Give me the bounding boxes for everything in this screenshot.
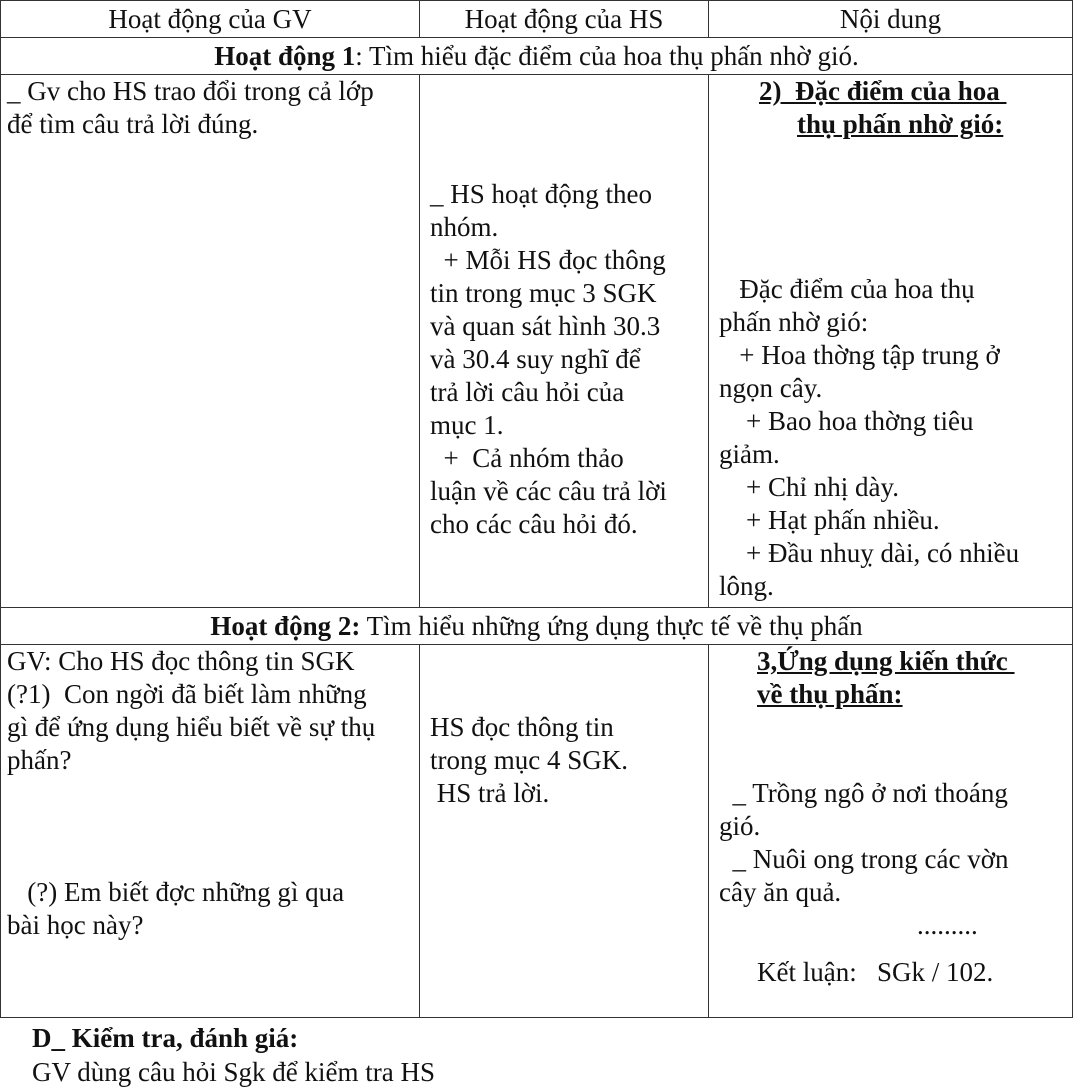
activity1-title <box>1 38 1073 75</box>
header-hs: Hoạt động của HS <box>420 1 709 38</box>
header-content: Nội dung <box>709 1 1073 38</box>
activity1-hs-cell <box>420 75 709 608</box>
a2-gv-line: gì để ứng dụng hiểu biết về sự thụ <box>7 712 376 742</box>
a2-hs-line: HS đọc thông tin <box>430 712 614 742</box>
activity2-label: Hoạt động 2: <box>210 611 361 641</box>
activity2-text: Tìm hiểu những ứng dụng thực tế về thụ phấn <box>360 611 863 641</box>
a2-content-line: cây ăn quả. <box>719 877 842 907</box>
a1-hs-line: + Mỗi HS đọc thông <box>430 245 666 275</box>
a2-content-line: _ Trồng ngô ở nơi thoáng <box>719 778 1008 808</box>
a1-content-line: + Hoa thờng tập trung ở <box>719 340 1000 370</box>
a2-hs-line: trong mục 4 SGK. <box>430 745 628 775</box>
activity2-content-cell <box>709 645 1073 1018</box>
a1-hs-line: trả lời câu hỏi của <box>430 377 625 407</box>
a1-hs-line: nhóm. <box>430 212 499 242</box>
a1-hs-line: mục 1. <box>430 410 504 440</box>
activity1-text: : Tìm hiểu đặc điểm của hoa thụ phấn nhờ gió. <box>355 41 859 71</box>
a1-hs-line: luận về các câu trả lời <box>430 476 667 506</box>
activity2-hs-cell <box>420 645 709 1018</box>
a2-conclusion: Kết luận: SGk / 102. <box>757 957 994 987</box>
a1-content-line: phấn nhờ gió: <box>719 307 869 337</box>
a2-gv-line: (?1) Con ngời đã biết làm những <box>7 679 367 709</box>
a1-content-line: Đặc điểm của hoa thụ <box>719 274 975 304</box>
activity2-title <box>1 608 1073 645</box>
activity1-gv-cell <box>1 75 420 608</box>
a2-gv-line: phấn? <box>7 745 72 775</box>
a1-gv-line: _ Gv cho HS trao đổi trong cả lớp <box>7 76 374 106</box>
a1-hs-line: + Cả nhóm thảo <box>430 443 624 473</box>
a2-content-heading: về thụ phấn: <box>757 679 903 709</box>
a1-content-line: + Bao hoa thờng tiêu <box>719 406 974 436</box>
a2-gv-line: GV: Cho HS đọc thông tin SGK <box>7 646 355 676</box>
section-d-title: D_ Kiểm tra, đánh giá: <box>32 1023 299 1053</box>
activity1-title-row <box>1 38 1073 75</box>
a1-hs-line: và quan sát hình 30.3 <box>430 311 661 341</box>
header-gv: Hoạt động của GV <box>1 1 420 38</box>
a1-content-line: + Đầu nhuỵ dài, có nhiều <box>719 538 1020 568</box>
a2-gv-line: bài học này? <box>7 910 144 940</box>
a1-hs-line: và 30.4 suy nghĩ để <box>430 344 641 374</box>
a2-content-heading: 3,Ứng dụng kiến thức <box>757 646 1015 676</box>
a2-ellipsis: ......... <box>917 910 978 940</box>
activity1-row <box>1 75 1073 608</box>
a1-content-heading: thụ phấn nhờ gió: <box>797 109 1004 139</box>
a1-gv-line: để tìm câu trả lời đúng. <box>7 109 259 139</box>
section-d-body: GV dùng câu hỏi Sgk để kiểm tra HS <box>32 1057 435 1087</box>
a1-content-line: lông. <box>719 571 774 601</box>
a2-hs-line: HS trả lời. <box>430 778 550 808</box>
a1-hs-line: tin trong mục 3 SGK <box>430 278 657 308</box>
a1-content-heading: 2) Đặc điểm của hoa <box>759 76 1007 106</box>
a1-content-line: ngọn cây. <box>719 373 823 403</box>
activity2-row <box>1 645 1073 1018</box>
a2-gv-line: (?) Em biết đợc những gì qua <box>7 877 345 907</box>
a1-hs-line: cho các câu hỏi đó. <box>430 509 638 539</box>
activity1-content-cell <box>709 75 1073 608</box>
a1-hs-line: _ HS hoạt động theo <box>430 179 652 209</box>
activity2-title-row <box>1 608 1073 645</box>
a1-content-line: + Hạt phấn nhiều. <box>719 505 940 535</box>
a2-content-line: gió. <box>719 811 761 841</box>
a2-content-line: _ Nuôi ong trong các vờn <box>719 844 1009 874</box>
a1-content-line: giảm. <box>719 439 780 469</box>
activity1-label: Hoạt động 1 <box>214 41 356 71</box>
a1-content-line: + Chỉ nhị dày. <box>719 472 899 502</box>
header-row <box>1 1 1073 38</box>
activity2-gv-cell <box>1 645 420 1018</box>
